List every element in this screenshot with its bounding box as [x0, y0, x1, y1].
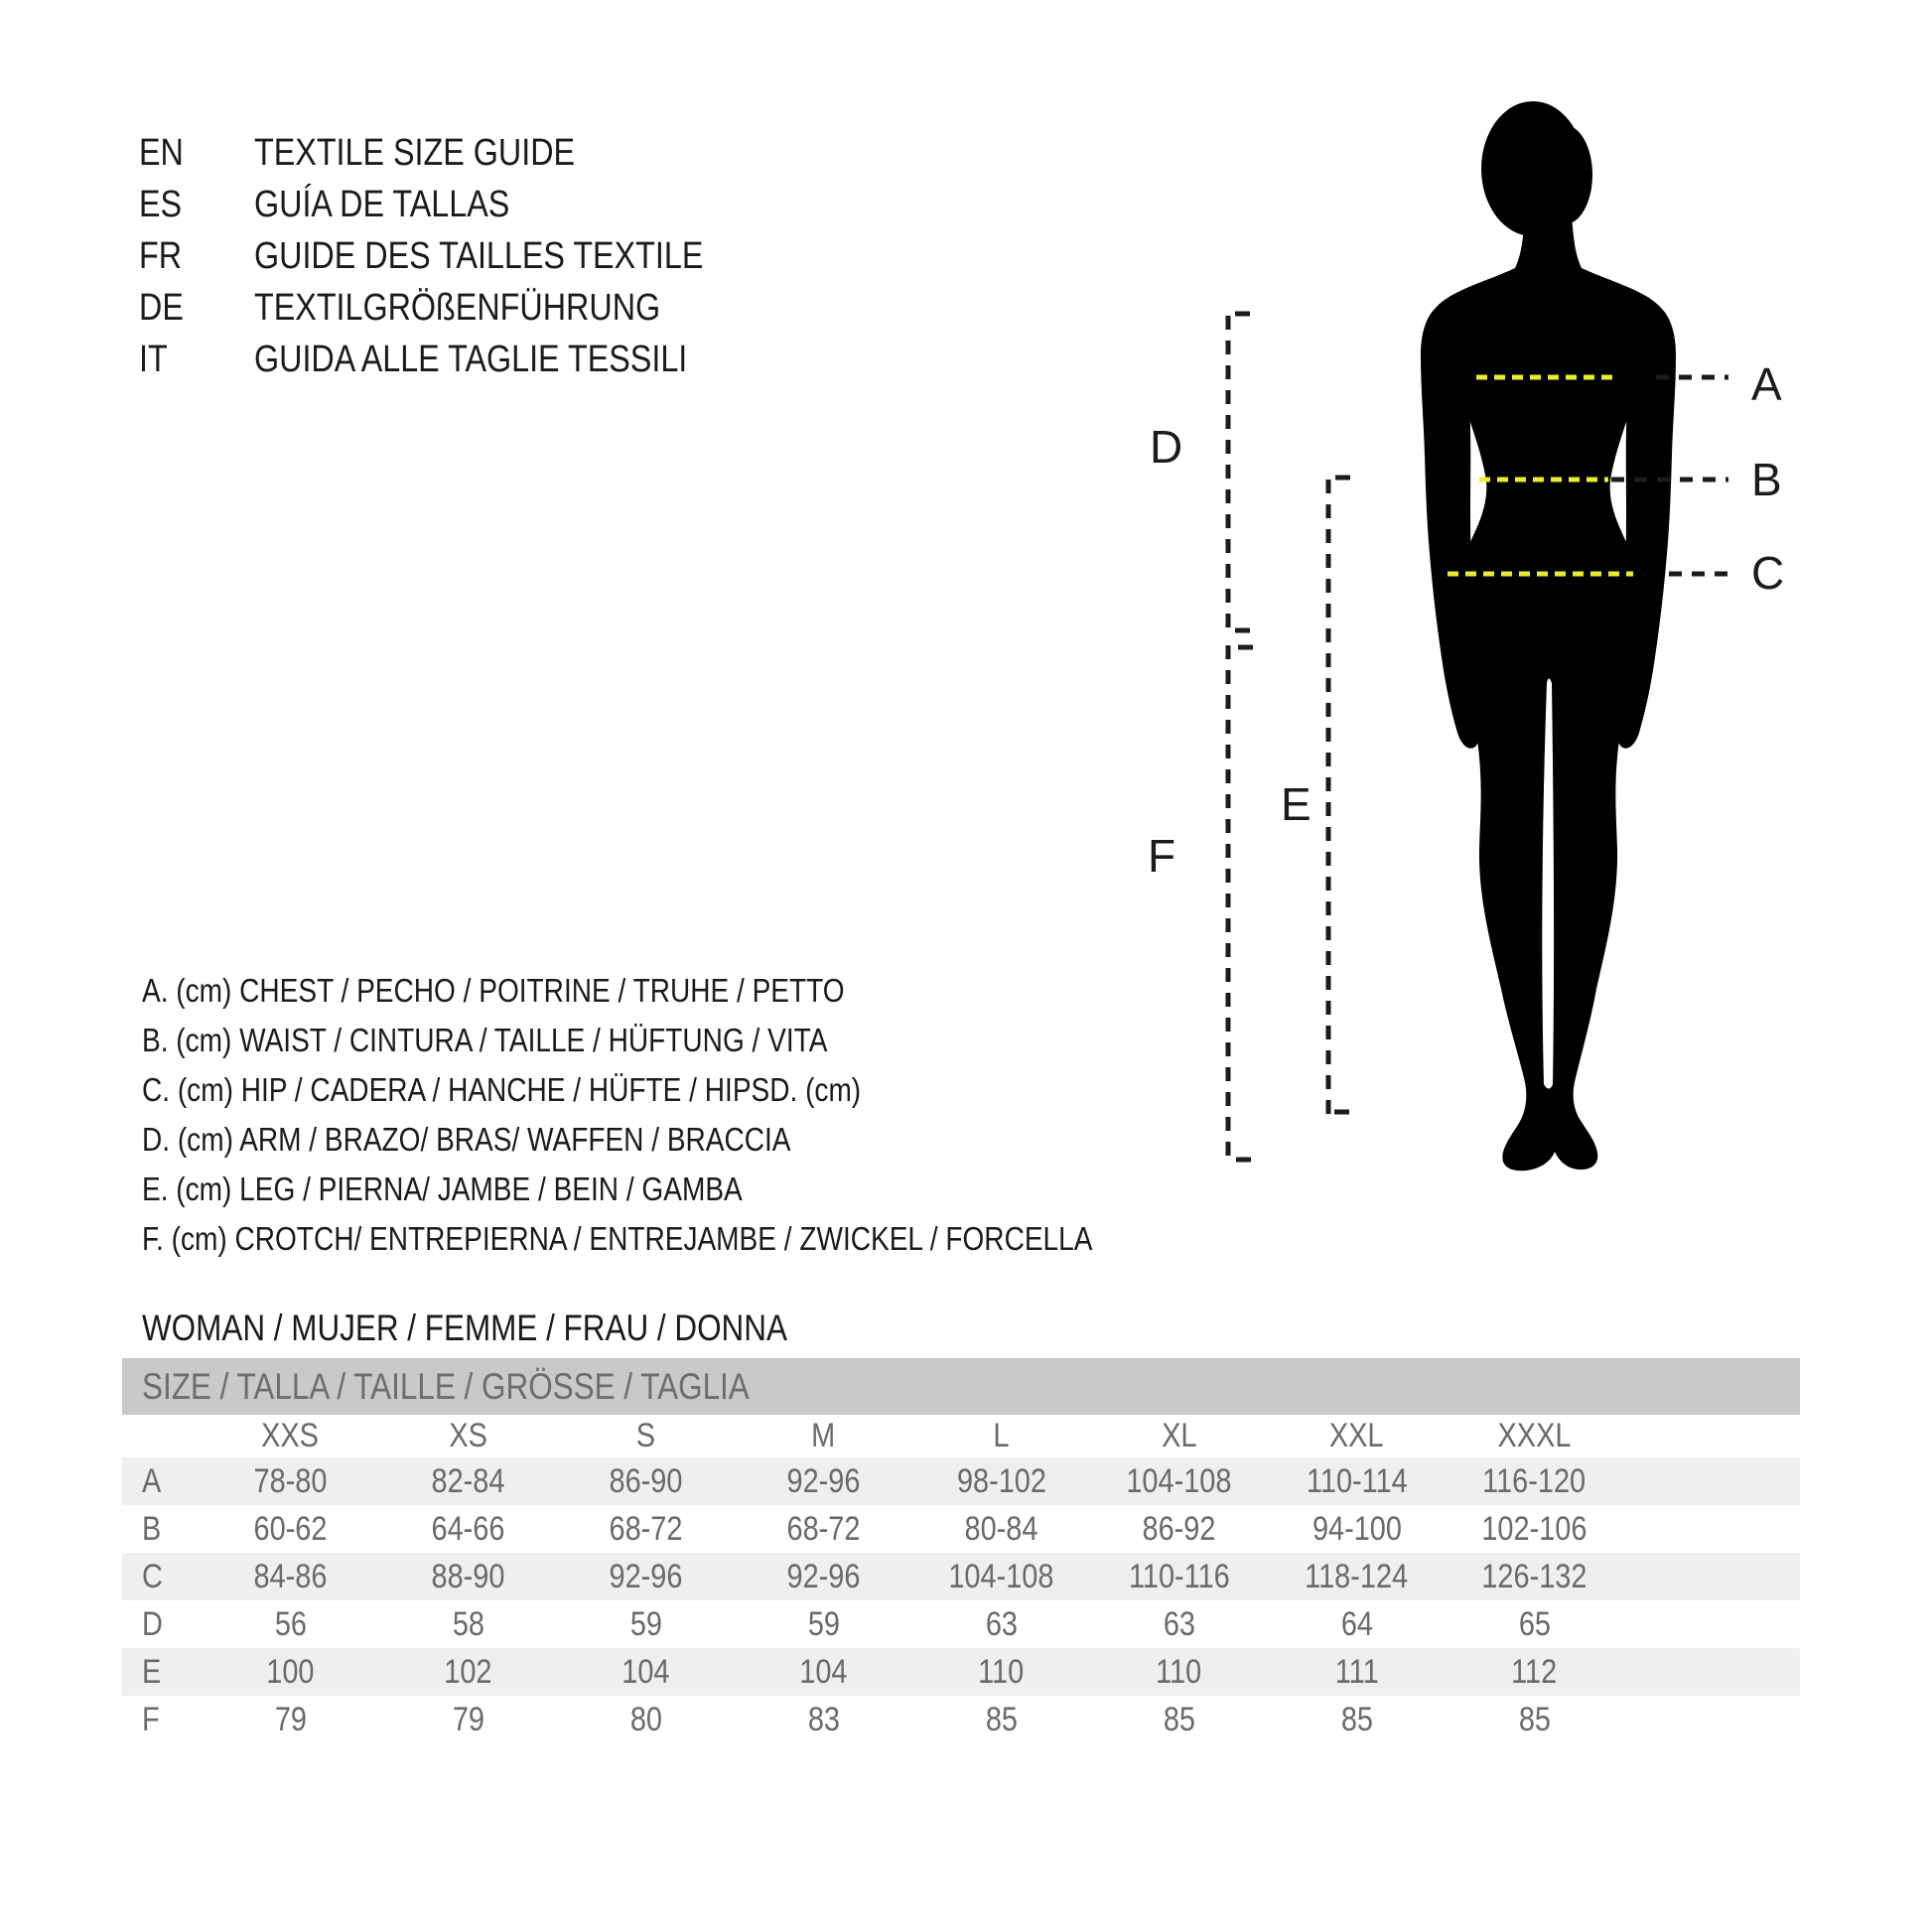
legend-item-arm: D. (cm) ARM / BRAZO/ BRAS/ WAFFEN / BRACCIA [142, 1121, 791, 1158]
table-cell: 56 [274, 1604, 307, 1643]
table-cell: 85 [1518, 1700, 1551, 1738]
legend-item-waist: B. (cm) WAIST / CINTURA / TAILLE / HÜFTUNG / VITA [142, 1022, 828, 1058]
table-cell: 63 [1163, 1604, 1195, 1643]
table-cell: 110-114 [1306, 1461, 1408, 1500]
table-row-waist [122, 1505, 1800, 1553]
table-cell: 85 [1340, 1700, 1373, 1738]
table-cell: 102-106 [1481, 1509, 1587, 1548]
legend-item-hip: C. (cm) HIP / CADERA / HANCHE / HÜFTE / HIPSD. (cm) [142, 1071, 862, 1108]
row-label: F [142, 1700, 160, 1738]
table-cell: 92-96 [786, 1557, 861, 1595]
table-cell: 94-100 [1311, 1509, 1402, 1548]
table-cell: 111 [1334, 1652, 1379, 1691]
guide-title: GUIDE DES TAILLES TEXTILE [254, 234, 704, 277]
table-cell: 59 [807, 1604, 840, 1643]
table-cell: 92-96 [609, 1557, 683, 1595]
table-cell: 79 [274, 1700, 307, 1738]
table-cell: 65 [1518, 1604, 1551, 1643]
row-label: A [142, 1461, 162, 1500]
language-row [139, 282, 782, 334]
language-code: DE [139, 286, 184, 329]
size-table-column-header-row [122, 1415, 1800, 1457]
table-cell: 64-66 [431, 1509, 505, 1548]
table-cell: 100 [266, 1652, 315, 1691]
guide-title: GUÍA DE TALLAS [254, 183, 510, 225]
size-table-header-bar: SIZE / TALLA / TAILLE / GRÖSSE / TAGLIA [122, 1358, 1800, 1415]
table-cell: 118-124 [1305, 1557, 1409, 1595]
table-cell: 98-102 [956, 1461, 1046, 1500]
table-cell: 102 [444, 1652, 492, 1691]
language-code: IT [139, 338, 168, 380]
table-cell: 68-72 [609, 1509, 683, 1548]
table-cell: 116-120 [1482, 1461, 1587, 1500]
table-cell: 104-108 [948, 1557, 1054, 1595]
leg-label: E [1281, 778, 1311, 830]
table-cell: 110 [978, 1652, 1025, 1691]
table-cell: 64 [1340, 1604, 1373, 1643]
row-label: C [142, 1557, 163, 1595]
table-cell: 104 [621, 1652, 670, 1691]
column-header: XXXL [1497, 1417, 1572, 1454]
table-cell: 110-116 [1128, 1557, 1230, 1595]
size-table [122, 1358, 1800, 1743]
language-code: ES [139, 183, 183, 225]
table-cell: 126-132 [1481, 1557, 1587, 1595]
table-cell: 79 [452, 1700, 484, 1738]
arm-label: D [1150, 421, 1183, 473]
table-cell: 83 [807, 1700, 840, 1738]
column-header: XXL [1329, 1417, 1384, 1454]
table-row-hip [122, 1553, 1800, 1600]
table-row-chest [122, 1457, 1800, 1505]
language-row [139, 334, 782, 385]
table-cell: 85 [1163, 1700, 1195, 1738]
column-header: L [993, 1417, 1010, 1454]
row-label: D [142, 1604, 163, 1643]
column-header: XXS [261, 1417, 320, 1454]
table-cell: 110 [1156, 1652, 1202, 1691]
table-row-crotch [122, 1696, 1800, 1743]
chest-label: A [1751, 358, 1782, 410]
legend-item-chest: A. (cm) CHEST / PECHO / POITRINE / TRUHE / PETTO [142, 972, 845, 1009]
language-code: EN [139, 131, 184, 174]
guide-title: TEXTILE SIZE GUIDE [254, 131, 576, 174]
table-cell: 104 [799, 1652, 848, 1691]
table-cell: 112 [1511, 1652, 1558, 1691]
row-label: E [142, 1652, 162, 1691]
column-header: XL [1161, 1417, 1197, 1454]
table-cell: 104-108 [1126, 1461, 1232, 1500]
table-cell: 82-84 [431, 1461, 505, 1500]
language-row [139, 230, 782, 282]
language-row [139, 179, 782, 230]
measurement-legend [142, 966, 1260, 1264]
language-row [139, 127, 782, 179]
legend-item-leg: E. (cm) LEG / PIERNA/ JAMBE / BEIN / GAMBA [142, 1171, 743, 1207]
section-title-woman: WOMAN / MUJER / FEMME / FRAU / DONNA [142, 1308, 787, 1348]
column-header: XS [449, 1417, 487, 1454]
table-row-leg [122, 1648, 1800, 1696]
row-label: B [142, 1509, 162, 1548]
silhouette-hair [1537, 125, 1592, 224]
column-header: M [811, 1417, 836, 1454]
column-header: S [635, 1417, 656, 1454]
crotch-label: F [1148, 830, 1176, 882]
table-row-arm [122, 1600, 1800, 1648]
table-cell: 92-96 [786, 1461, 861, 1500]
table-cell: 58 [452, 1604, 484, 1643]
guide-title: TEXTILGRÖßENFÜHRUNG [254, 286, 661, 329]
table-cell: 78-80 [253, 1461, 328, 1500]
hip-label: C [1751, 547, 1785, 599]
table-cell: 80-84 [964, 1509, 1038, 1548]
language-title-block [139, 127, 782, 385]
table-cell: 63 [985, 1604, 1018, 1643]
table-cell: 84-86 [253, 1557, 328, 1595]
waist-label: B [1751, 454, 1782, 505]
table-cell: 60-62 [253, 1509, 328, 1548]
table-cell: 68-72 [786, 1509, 861, 1548]
language-code: FR [139, 234, 183, 277]
table-cell: 88-90 [431, 1557, 505, 1595]
table-cell: 59 [629, 1604, 662, 1643]
table-cell: 86-92 [1142, 1509, 1216, 1548]
table-cell: 80 [629, 1700, 662, 1738]
guide-title: GUIDA ALLE TAGLIE TESSILI [254, 338, 688, 380]
table-cell: 86-90 [609, 1461, 683, 1500]
legend-item-crotch: F. (cm) CROTCH/ ENTREPIERNA / ENTREJAMBE / ZWICKEL / FORCELLA [142, 1220, 1093, 1257]
table-cell: 85 [985, 1700, 1018, 1738]
